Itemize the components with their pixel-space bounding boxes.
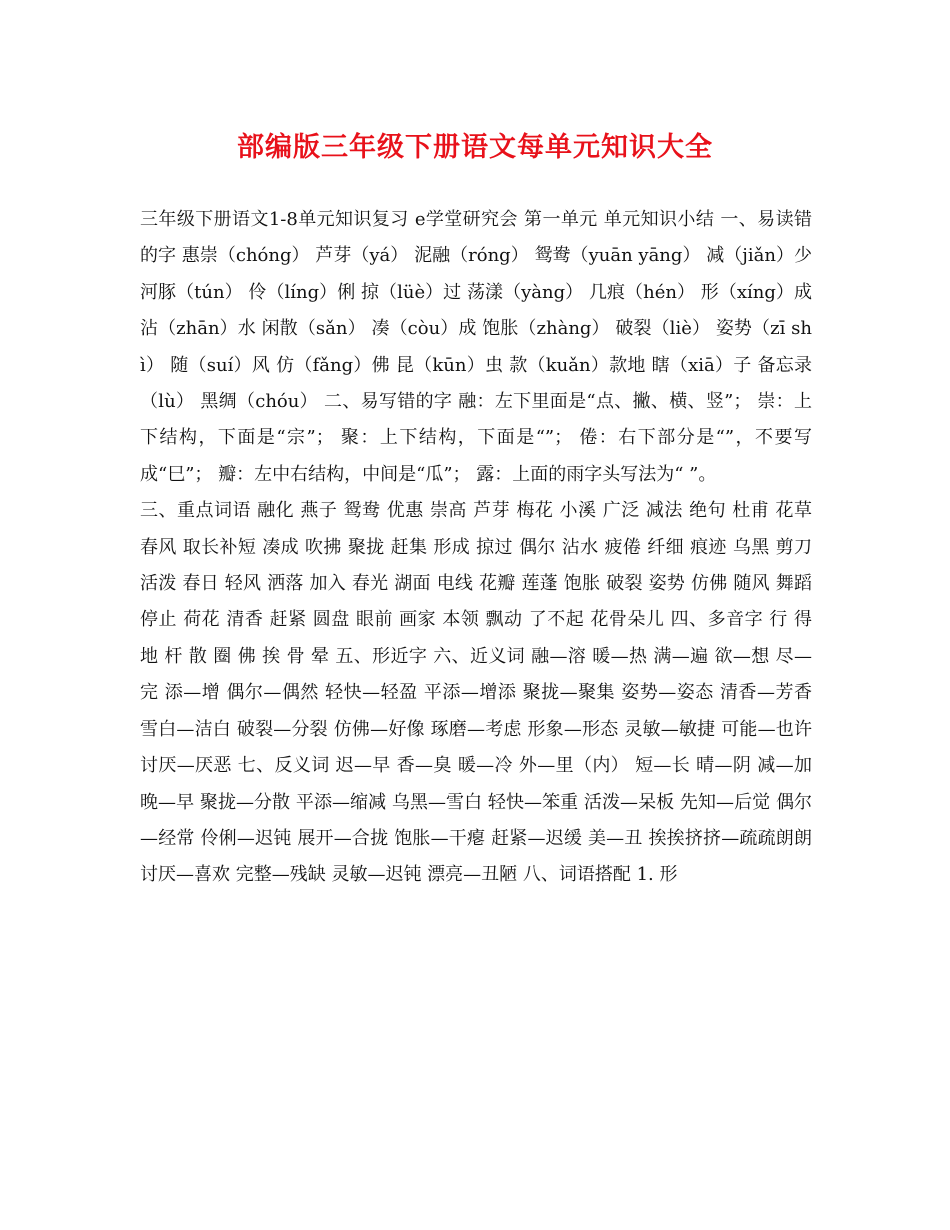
paragraph-key-words: 三、重点词语 融化 燕子 鸳鸯 优惠 崇高 芦芽 梅花 小溪 广泛 减法 绝句 杜甫 花草 春风 取长补短 凑成 吹拂 聚拢 赶集 形成 掠过 偶尔 沾水 疲倦 纤细 痕迹 乌黑 剪刀 活泼 春日 轻风 洒落 加入 春光 湖面 电线 花瓣 莲蓬 饱胀 破裂 姿势 仿佛 随风 舞蹈 停止 荷花 清香 赶紧 圆盘 眼前 画家 本领 飘动 了不起 花骨朵儿 四、多音字 行 得 地 杆 散 圈 佛 挨 骨 晕 五、形近字 六、近义词 融—溶 暖—热 满—遍 欲—想 尽—完 添—增 偶尔—偶然 轻快—轻盈 平添—增添 聚拢—聚集 姿势—姿态 清香—芳香 雪白—洁白 破裂—分裂 仿佛—好像 琢磨—考虑 形象—形态 灵敏—敏捷 可能—也许 讨厌—厌恶 七、反义词 迟—早 香—臭 暖—冷 外—里（内） 短—长 晴—阴 减—加 晚—早 聚拢—分散 平添—缩减 乌黑—雪白 轻快—笨重 活泼—呆板 先知—后觉 偶尔—经常 伶俐—迟钝 展开—合拢 饱胀—干瘪 赶紧—迟缓 美—丑 挨挨挤挤—疏疏朗朗 讨厌—喜欢 完整—残缺 灵敏—迟钝 漂亮—丑陋 八、词语搭配 1. 形: [140, 500, 812, 886]
paragraph-unit-summary: 三年级下册语文1-8单元知识复习 e学堂研究会 第一单元 单元知识小结 一、易读错的字 惠崇（chóng） 芦芽（yá） 泥融（róng） 鸳鸯（yuān yāng） 减（jiǎn）少 河豚（tún） 伶（líng）俐 掠（lüè）过 荡漾（yàng） 几痕（hén） 形（xíng）成 沾（zhān）水 闲散（sǎn） 凑（còu）成 饱胀（zhàng） 破裂（liè） 姿势（zī shì） 随（suí）风 仿（fǎng）佛 昆（kūn）虫 款（kuǎn）款地 瞎（xiā）子 备忘录（lù） 黑绸（chóu） 二、易写错的字 融：左下里面是“点、撇、横、竖”； 崇：上下结构，下面是“宗”； 聚：上下结构，下面是“”； 倦：右下部分是“”，不要写成“巳”； 瓣：左中右结构，中间是“瓜”； 露：上面的雨字头写法为“ ”。: [140, 209, 812, 485]
document-title: 部编版三年级下册语文每单元知识大全: [237, 132, 713, 163]
document-body: [140, 202, 812, 894]
